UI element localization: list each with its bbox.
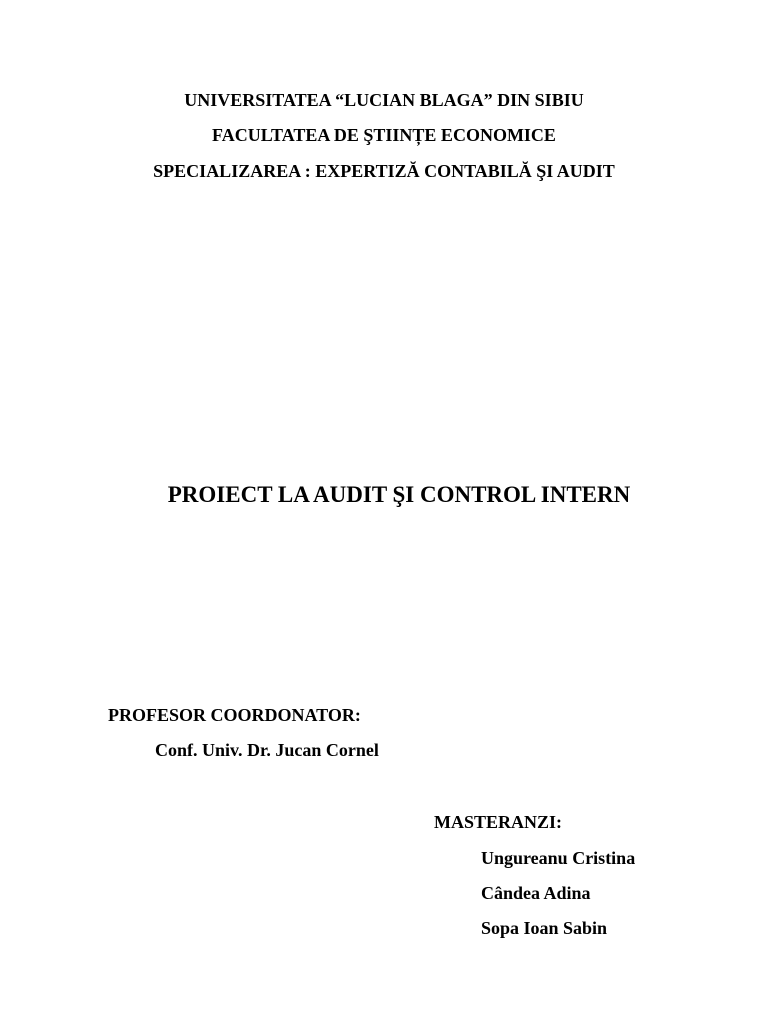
coordinator-label: PROFESOR COORDONATOR: bbox=[108, 705, 361, 725]
students-label: MASTERANZI: bbox=[434, 812, 563, 832]
student-name: Ungureanu Cristina bbox=[481, 848, 636, 868]
faculty-name: FACULTATEA DE ŞTIINȚE ECONOMICE bbox=[212, 125, 556, 145]
project-title: PROIECT LA AUDIT ŞI CONTROL INTERN bbox=[167, 482, 631, 507]
student-name: Sopa Ioan Sabin bbox=[481, 918, 608, 938]
coordinator-name: Conf. Univ. Dr. Jucan Cornel bbox=[155, 740, 379, 760]
university-name: UNIVERSITATEA “LUCIAN BLAGA” DIN SIBIU bbox=[184, 90, 584, 110]
student-name: Cândea Adina bbox=[481, 883, 591, 903]
specialization: SPECIALIZAREA : EXPERTIZĂ CONTABILĂ ŞI AUDIT bbox=[153, 161, 615, 181]
